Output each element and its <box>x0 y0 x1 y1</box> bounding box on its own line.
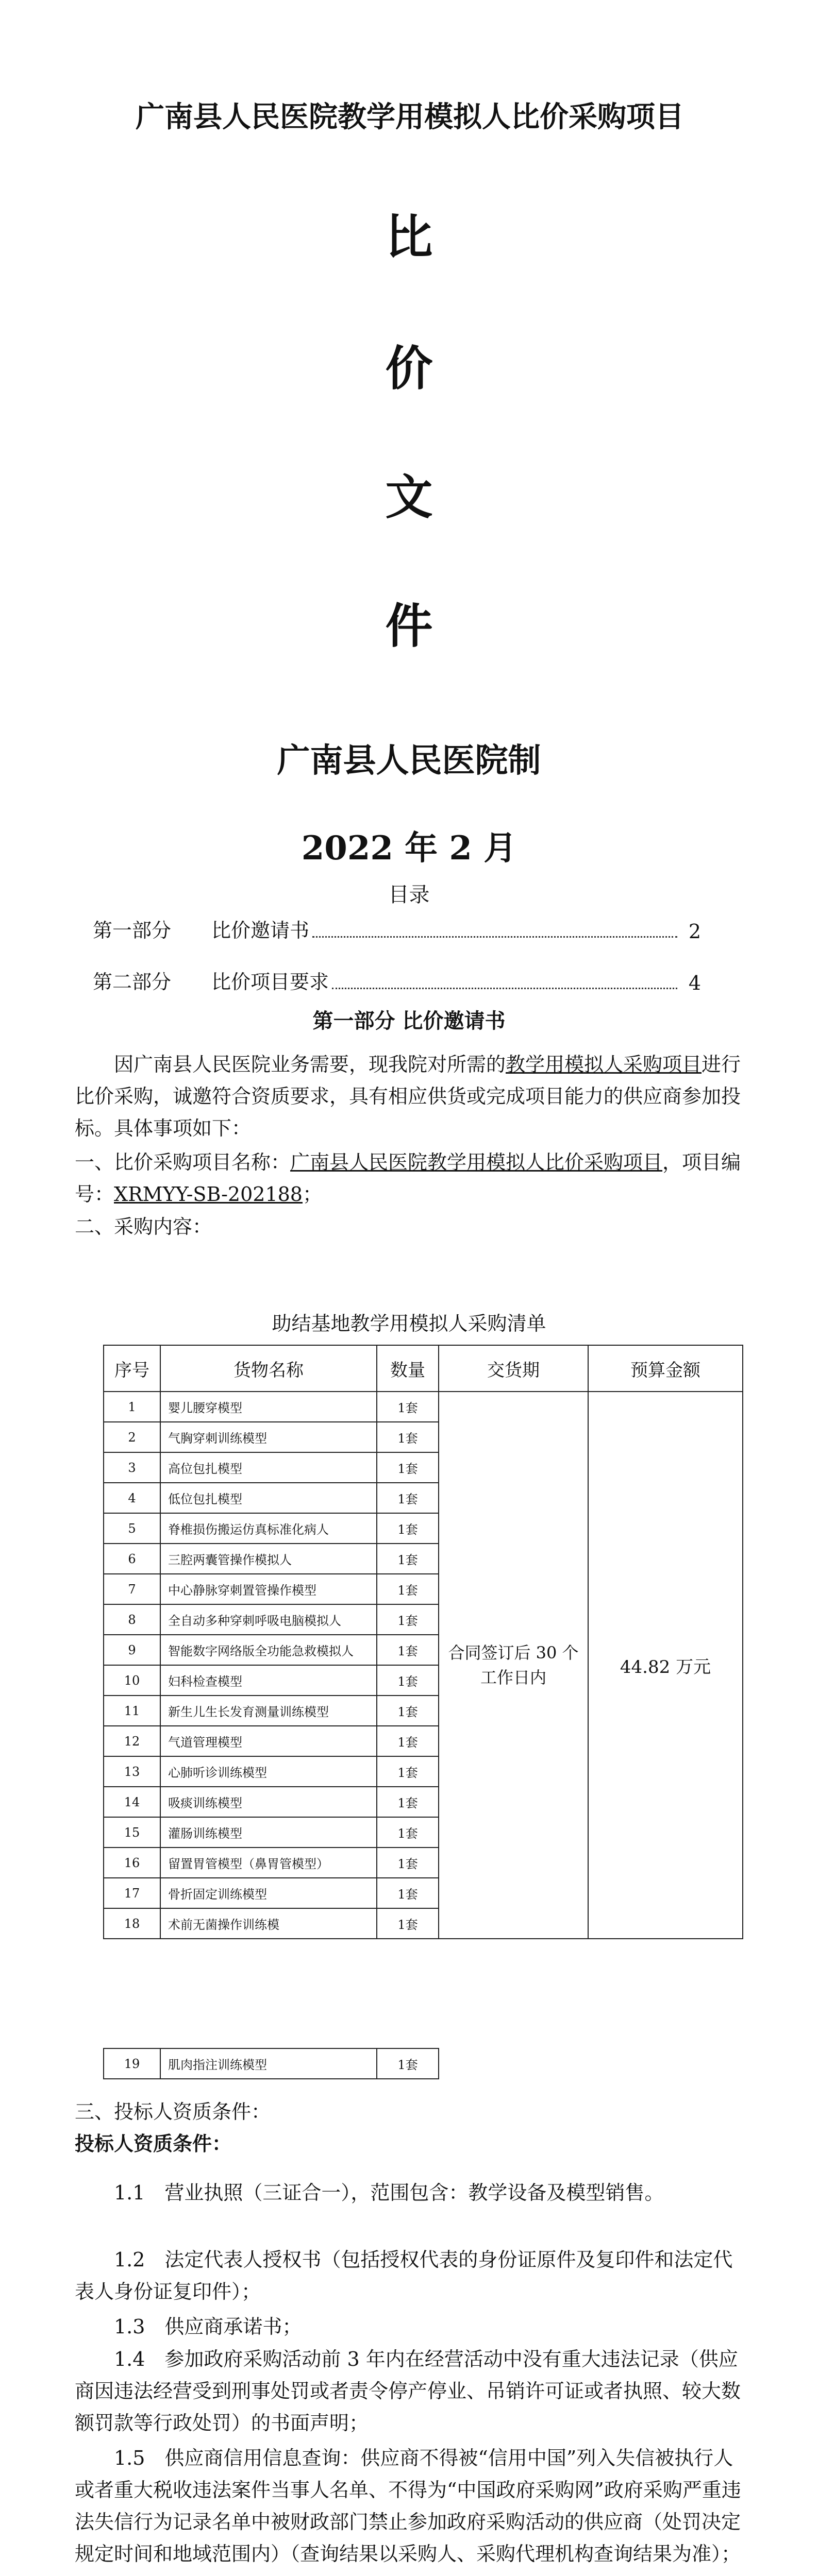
cell-name: 全自动多种穿刺呼吸电脑模拟人 <box>160 1604 377 1635</box>
table-row <box>104 1392 743 1422</box>
cell-qty: 1套 <box>377 1635 439 1665</box>
toc-page: 4 <box>688 972 701 994</box>
cell-qty: 1套 <box>377 1665 439 1696</box>
cell-no: 6 <box>104 1544 160 1574</box>
cell-no: 7 <box>104 1574 160 1604</box>
header-budget: 预算金额 <box>588 1345 743 1392</box>
cell-qty: 1套 <box>377 1787 439 1817</box>
cell-no: 2 <box>104 1422 160 1452</box>
cell-name: 智能数字网络版全功能急救模拟人 <box>160 1635 377 1665</box>
project-name-underlined: 教学用模拟人采购项目 <box>506 1053 702 1076</box>
procurement-table <box>103 1345 743 1939</box>
item1-end: ； <box>303 1183 323 1206</box>
cell-name: 心肺听诊训练模型 <box>160 1756 377 1787</box>
intro-text-b: 进行比价采购，诚邀符合资质要求，具有相应供货或完成项目能力的供应商参加投标。具体事项如下： <box>75 1053 741 1140</box>
cover-org: 广南县人民医院制 <box>277 741 541 780</box>
paragraph: 1.2 法定代表人授权书（包括授权代表的身份证原件及复印件和法定代表人身份证复印件）； <box>75 2248 733 2303</box>
cell-qty: 1套 <box>377 1817 439 1848</box>
header-no: 序号 <box>104 1345 160 1392</box>
section-heading: 第一部分 比价邀请书 <box>312 1009 506 1033</box>
cell-name: 三腔两囊管操作模拟人 <box>160 1544 377 1574</box>
cell-no: 11 <box>104 1696 160 1726</box>
cell-qty: 1套 <box>377 1696 439 1726</box>
cell-name: 中心静脉穿刺置管操作模型 <box>160 1574 377 1604</box>
toc-item[interactable] <box>93 966 701 994</box>
cover-char-4: 件 <box>385 598 433 654</box>
cell-name: 新生儿生长发育测量训练模型 <box>160 1696 377 1726</box>
toc-part: 第二部分 <box>93 971 172 993</box>
cell-no: 13 <box>104 1756 160 1787</box>
toc-leader <box>332 988 677 989</box>
cell-budget: 44.82 万元 <box>588 1392 743 1939</box>
cell-qty: 1套 <box>377 1726 439 1756</box>
cover-date: 2022 年 2 月 <box>301 829 517 868</box>
cell-qty: 1套 <box>377 1848 439 1878</box>
header-name: 货物名称 <box>160 1345 377 1392</box>
cell-name: 气道管理模型 <box>160 1726 377 1756</box>
paragraph: 1.3 供应商承诺书； <box>114 2315 302 2338</box>
cell-name: 婴儿腰穿模型 <box>160 1392 377 1422</box>
cell-no: 8 <box>104 1604 160 1635</box>
cell-name: 骨折固定训练模型 <box>160 1878 377 1908</box>
table-caption: 助结基地教学用模拟人采购清单 <box>272 1312 546 1335</box>
cell-qty: 1套 <box>377 1544 439 1574</box>
toc-title: 比价项目要求 <box>211 971 329 993</box>
table-row <box>104 2048 743 2079</box>
header-qty: 数量 <box>377 1345 439 1392</box>
paragraph: 投标人资质条件： <box>75 2132 232 2155</box>
cell-qty: 1套 <box>377 1452 439 1483</box>
cell-no: 3 <box>104 1452 160 1483</box>
cell-no: 14 <box>104 1787 160 1817</box>
cell-name: 术前无菌操作训练模 <box>160 1908 377 1939</box>
cell-name: 脊椎损伤搬运仿真标准化病人 <box>160 1513 377 1544</box>
cell-no: 10 <box>104 1665 160 1696</box>
cell-qty: 1套 <box>377 1574 439 1604</box>
item1-project-name: 广南县人民医院教学用模拟人比价采购项目 <box>290 1151 663 1174</box>
intro-paragraph <box>75 1048 745 1144</box>
cell-name: 低位包扎模型 <box>160 1483 377 1513</box>
paragraph: 三、投标人资质条件： <box>75 2100 271 2123</box>
cell-no: 4 <box>104 1483 160 1513</box>
toc-part: 第一部分 <box>93 919 172 942</box>
cell-qty: 1套 <box>377 1513 439 1544</box>
cell-name: 妇科检查模型 <box>160 1665 377 1696</box>
cover-char-2: 价 <box>385 341 433 396</box>
cell-no: 15 <box>104 1817 160 1848</box>
procurement-content-label: 二、采购内容： <box>75 1215 212 1238</box>
cell-name: 气胸穿刺训练模型 <box>160 1422 377 1452</box>
cell-no: 18 <box>104 1908 160 1939</box>
cell-no: 19 <box>104 2048 160 2079</box>
procurement-table-continued <box>103 2048 743 2079</box>
cell-empty <box>439 2048 743 2079</box>
toc-heading: 目录 <box>388 883 430 907</box>
item1-code-label: 项目编号： <box>75 1151 741 1206</box>
toc-page: 2 <box>688 920 701 943</box>
paragraph <box>75 2573 745 2576</box>
cell-qty: 1套 <box>377 1483 439 1513</box>
item1-label: 一、比价采购项目名称： <box>75 1151 291 1174</box>
header-delivery: 交货期 <box>439 1345 588 1392</box>
cell-name: 留置胃管模型（鼻胃管模型） <box>160 1848 377 1878</box>
paragraph: 1.4 参加政府采购活动前 3 年内在经营活动中没有重大违法记录（供应商因违法经营受到刑事处罚或者责令停产停业、吊销许可证或者执照、较大数额罚款等行政处罚）的书面声明； <box>75 2348 741 2434</box>
paragraph: 1.5 供应商信用信息查询：供应商不得被“信用中国”列入失信被执行人或者重大税收违法案件当事人名单、不得为“中国政府采购网”政府采购严重违法失信行为记录名单中被财政部门禁止参加政府采购活动的供应商（处罚决定规定时间和地域范围内）（查询结果以采购人、采购代理机构查询结果为准）； <box>75 2447 741 2565</box>
cell-name: 肌肉指注训练模型 <box>160 2048 377 2079</box>
cover-title: 广南县人民医院教学用模拟人比价采购项目 <box>136 100 684 134</box>
cell-no: 16 <box>104 1848 160 1878</box>
item1-sep: ， <box>662 1151 682 1174</box>
cell-no: 9 <box>104 1635 160 1665</box>
cell-qty: 1套 <box>377 1908 439 1939</box>
table-header-row <box>104 1345 743 1392</box>
intro-text-a: 因广南县人民医院业务需要，现我院对所需的 <box>114 1053 506 1076</box>
cell-name: 高位包扎模型 <box>160 1452 377 1483</box>
cover-char-1: 比 <box>385 209 433 265</box>
toc-leader <box>312 936 677 938</box>
project-name-paragraph <box>75 1146 745 1210</box>
paragraph: 1.1 营业执照（三证合一），范围包含：教学设备及模型销售。 <box>114 2181 664 2204</box>
cell-no: 5 <box>104 1513 160 1544</box>
cell-no: 17 <box>104 1878 160 1908</box>
cover-char-3: 文 <box>385 469 433 525</box>
cell-name: 吸痰训练模型 <box>160 1787 377 1817</box>
cell-qty: 1套 <box>377 1422 439 1452</box>
cell-no: 1 <box>104 1392 160 1422</box>
toc-title: 比价邀请书 <box>211 919 310 942</box>
cell-qty: 1套 <box>377 1756 439 1787</box>
item1-project-code: XRMYY-SB-202188 <box>114 1183 303 1206</box>
cell-qty: 1套 <box>377 1878 439 1908</box>
cell-qty: 1套 <box>377 1392 439 1422</box>
cell-qty: 1套 <box>377 1604 439 1635</box>
cell-delivery: 合同签订后 30 个工作日内 <box>439 1392 588 1939</box>
toc-item[interactable] <box>93 914 701 943</box>
cell-name: 灌肠训练模型 <box>160 1817 377 1848</box>
cell-no: 12 <box>104 1726 160 1756</box>
cell-qty: 1套 <box>377 2048 439 2079</box>
